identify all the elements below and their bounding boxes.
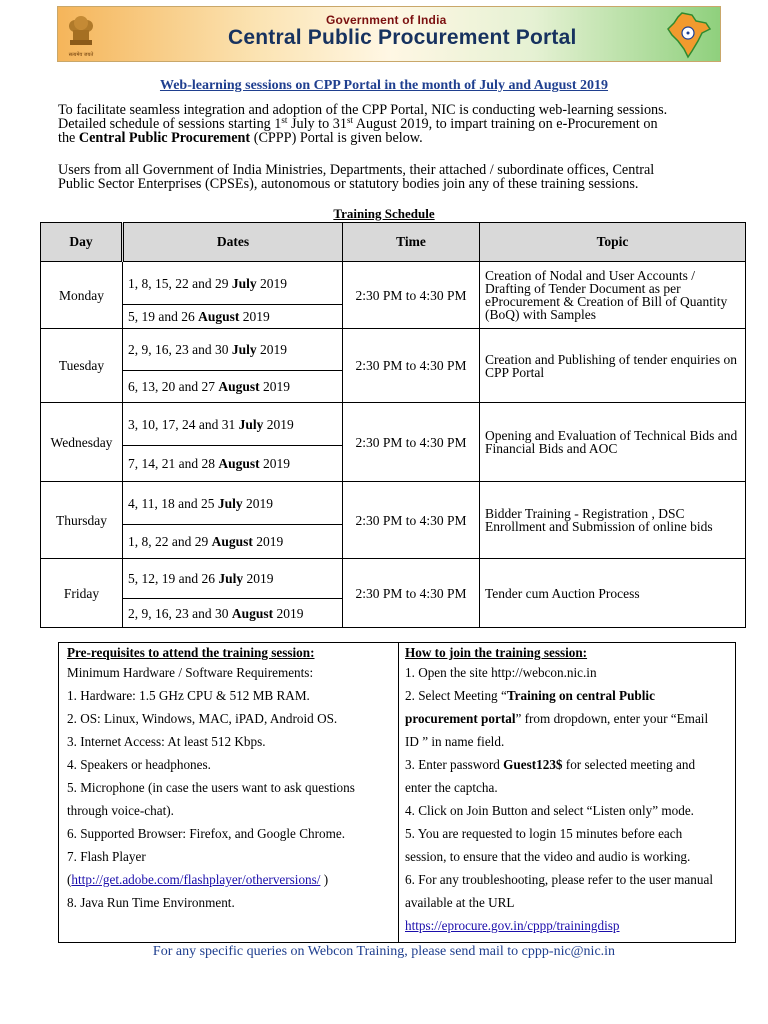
- table-row: [41, 403, 746, 446]
- month-text: August: [218, 379, 260, 394]
- month-text: August: [211, 534, 253, 549]
- date-cell: [123, 559, 343, 599]
- date-cell: [123, 262, 343, 305]
- date-text: 1, 8, 15, 22 and 29: [128, 275, 232, 291]
- prerequisites-title: Pre-requisites to attend the training session:: [67, 645, 315, 660]
- prereq-item: 5. Microphone (in case the users want to ask questions: [67, 780, 355, 795]
- date-cell: [123, 599, 343, 628]
- year-text: 2019: [263, 416, 294, 432]
- date-cell: [123, 482, 343, 525]
- table-row: [41, 262, 746, 305]
- howto-title: How to join the training session:: [405, 645, 588, 660]
- intro-text: Detailed schedule of sessions starting 1: [58, 116, 282, 133]
- date-cell: [123, 446, 343, 482]
- paren: ): [320, 872, 329, 887]
- portal-banner: [57, 6, 721, 62]
- month-text: August: [231, 605, 274, 621]
- step-text: for selected meeting and: [562, 757, 696, 772]
- date-cell: [123, 371, 343, 403]
- prereq-item: 4. Speakers or headphones.: [67, 757, 211, 772]
- step-bold: Training on central Public: [506, 688, 655, 703]
- howto-step: [405, 753, 735, 776]
- intro-line-1: To facilitate seamless integration and adoption of the CPP Portal, NIC is conducting web-learning sessions.: [58, 102, 668, 118]
- day-cell: Monday: [41, 262, 123, 329]
- month-text: July: [217, 495, 243, 511]
- day-cell: Friday: [41, 559, 123, 628]
- password-text: Guest123$: [503, 757, 563, 772]
- ordinal: st: [346, 115, 353, 126]
- date-cell: [123, 525, 343, 559]
- date-text: 6, 13, 20 and 27: [128, 379, 219, 394]
- intro-text: July to 31: [287, 116, 347, 133]
- topic-cell: Opening and Evaluation of Technical Bids and Financial Bids and AOC: [480, 403, 746, 482]
- table-header-row: [41, 223, 746, 262]
- table-row: [41, 559, 746, 599]
- emblem-label: सत्यमेव जयते: [68, 52, 94, 58]
- howto-column: [399, 643, 735, 942]
- topic-cell: Creation and Publishing of tender enquiries on CPP Portal: [480, 329, 746, 403]
- intro-bold: Central Public Procurement: [78, 130, 251, 147]
- emblem-icon: [64, 10, 98, 58]
- year-text: 2019: [259, 379, 291, 394]
- date-text: 5, 19 and 26: [128, 309, 199, 324]
- day-cell: Thursday: [41, 482, 123, 559]
- users-line-1: Users from all Government of India Ministries, Departments, their attached / subordinate offices, Central: [58, 162, 655, 178]
- training-schedule-table: [40, 222, 746, 628]
- step-text: ” from dropdown, enter your “Email: [515, 711, 709, 726]
- instructions-box: [58, 642, 736, 943]
- prereq-item: through voice-chat).: [67, 803, 174, 818]
- time-cell: 2:30 PM to 4:30 PM: [343, 329, 480, 403]
- month-text: July: [218, 571, 244, 586]
- date-text: 3, 10, 17, 24 and 31: [128, 416, 239, 432]
- time-cell: 2:30 PM to 4:30 PM: [343, 482, 480, 559]
- howto-step: 4. Click on Join Button and select “Listen only” mode.: [405, 803, 694, 818]
- intro-text: (CPPP) Portal is given below.: [250, 130, 423, 147]
- day-cell: Tuesday: [41, 329, 123, 403]
- topic-cell: Creation of Nodal and User Accounts / Drafting of Tender Document as per eProcurement & Creation of Bill of Quantity (BoQ) with Samples: [480, 262, 746, 329]
- intro-paragraph: [58, 103, 748, 146]
- month-text: July: [231, 275, 257, 291]
- year-text: 2019: [252, 534, 284, 549]
- year-text: 2019: [243, 571, 274, 586]
- header-day: Day: [41, 223, 123, 262]
- time-cell: 2:30 PM to 4:30 PM: [343, 262, 480, 329]
- howto-step: session, to ensure that the video and audio is working.: [405, 849, 691, 864]
- ordinal: st: [281, 115, 288, 126]
- month-text: August: [198, 309, 240, 324]
- prereq-item: 3. Internet Access: At least 512 Kbps.: [67, 734, 266, 749]
- year-text: 2019: [259, 456, 291, 471]
- date-cell: [123, 329, 343, 371]
- prerequisites-column: [59, 643, 399, 942]
- intro-text: the: [58, 130, 79, 147]
- footer-contact: For any specific queries on Webcon Training, please send mail to cppp-nic@nic.in: [152, 944, 616, 959]
- howto-step: 1. Open the site http://webcon.nic.in: [405, 665, 597, 680]
- howto-step: [405, 914, 735, 937]
- date-text: 7, 14, 21 and 28: [128, 456, 219, 471]
- month-text: August: [218, 456, 260, 471]
- month-text: July: [238, 416, 264, 432]
- howto-step: [405, 707, 735, 730]
- year-text: 2019: [256, 275, 288, 291]
- intro-text: August 2019, to impart training on e-Procurement on: [352, 116, 658, 133]
- prereq-item: 8. Java Run Time Environment.: [67, 895, 235, 910]
- prereq-item: 2. OS: Linux, Windows, MAC, iPAD, Android OS.: [67, 711, 338, 726]
- banner-gov-text: Government of India: [326, 13, 447, 27]
- howto-step: ID ” in name field.: [405, 734, 505, 749]
- howto-step: 5. You are requested to login 15 minutes before each: [405, 826, 683, 841]
- date-text: 2, 9, 16, 23 and 30: [128, 605, 232, 621]
- howto-step: enter the captcha.: [405, 780, 498, 795]
- date-text: 2, 9, 16, 23 and 30: [128, 342, 232, 357]
- topic-cell: Tender cum Auction Process: [480, 559, 746, 628]
- topic-cell: Bidder Training - Registration , DSC Enrollment and Submission of online bids: [480, 482, 746, 559]
- year-text: 2019: [239, 309, 270, 324]
- intro-line-3: [58, 131, 748, 145]
- users-paragraph: [58, 163, 748, 191]
- schedule-title: Training Schedule: [333, 206, 435, 221]
- date-cell: [123, 305, 343, 329]
- prereq-item: 1. Hardware: 1.5 GHz CPU & 512 MB RAM.: [67, 688, 310, 703]
- prereq-item: 7. Flash Player: [67, 849, 146, 864]
- date-text: 4, 11, 18 and 25: [128, 495, 218, 511]
- table-row: [41, 329, 746, 371]
- india-map-icon: [662, 11, 714, 59]
- time-cell: 2:30 PM to 4:30 PM: [343, 559, 480, 628]
- date-text: 1, 8, 22 and 29: [128, 534, 212, 549]
- header-time: Time: [343, 223, 480, 262]
- paren: (: [67, 872, 72, 887]
- prereq-item: [67, 868, 398, 891]
- users-line-2: Public Sector Enterprises (CPSEs), autonomous or statutory bodies join any of these training sessions.: [58, 176, 639, 193]
- step-bold: procurement portal: [405, 711, 516, 726]
- banner-title: Central Public Procurement Portal: [228, 26, 577, 49]
- intro-line-2: [58, 117, 748, 131]
- header-topic: Topic: [480, 223, 746, 262]
- howto-step: 6. For any troubleshooting, please refer to the user manual: [405, 872, 713, 887]
- year-text: 2019: [242, 495, 274, 511]
- step-text: 3. Enter password: [405, 757, 504, 772]
- year-text: 2019: [273, 605, 304, 621]
- prereq-subtitle: Minimum Hardware / Software Requirements:: [67, 665, 314, 680]
- page-heading: Web-learning sessions on CPP Portal in the month of July and August 2019: [159, 78, 609, 93]
- month-text: July: [231, 342, 257, 357]
- flashplayer-link[interactable]: http://get.adobe.com/flashplayer/otherversions/: [71, 872, 321, 887]
- training-url-link[interactable]: https://eprocure.gov.in/cppp/trainingdisp: [405, 918, 620, 933]
- day-cell: Wednesday: [41, 403, 123, 482]
- date-text: 5, 12, 19 and 26: [128, 571, 219, 586]
- year-text: 2019: [256, 342, 288, 357]
- date-cell: [123, 403, 343, 446]
- header-dates: Dates: [123, 223, 343, 262]
- table-row: [41, 482, 746, 525]
- howto-step: available at the URL: [405, 895, 515, 910]
- step-text: 2. Select Meeting “: [405, 688, 507, 703]
- howto-step: [405, 684, 735, 707]
- prereq-item: 6. Supported Browser: Firefox, and Google Chrome.: [67, 826, 345, 841]
- time-cell: 2:30 PM to 4:30 PM: [343, 403, 480, 482]
